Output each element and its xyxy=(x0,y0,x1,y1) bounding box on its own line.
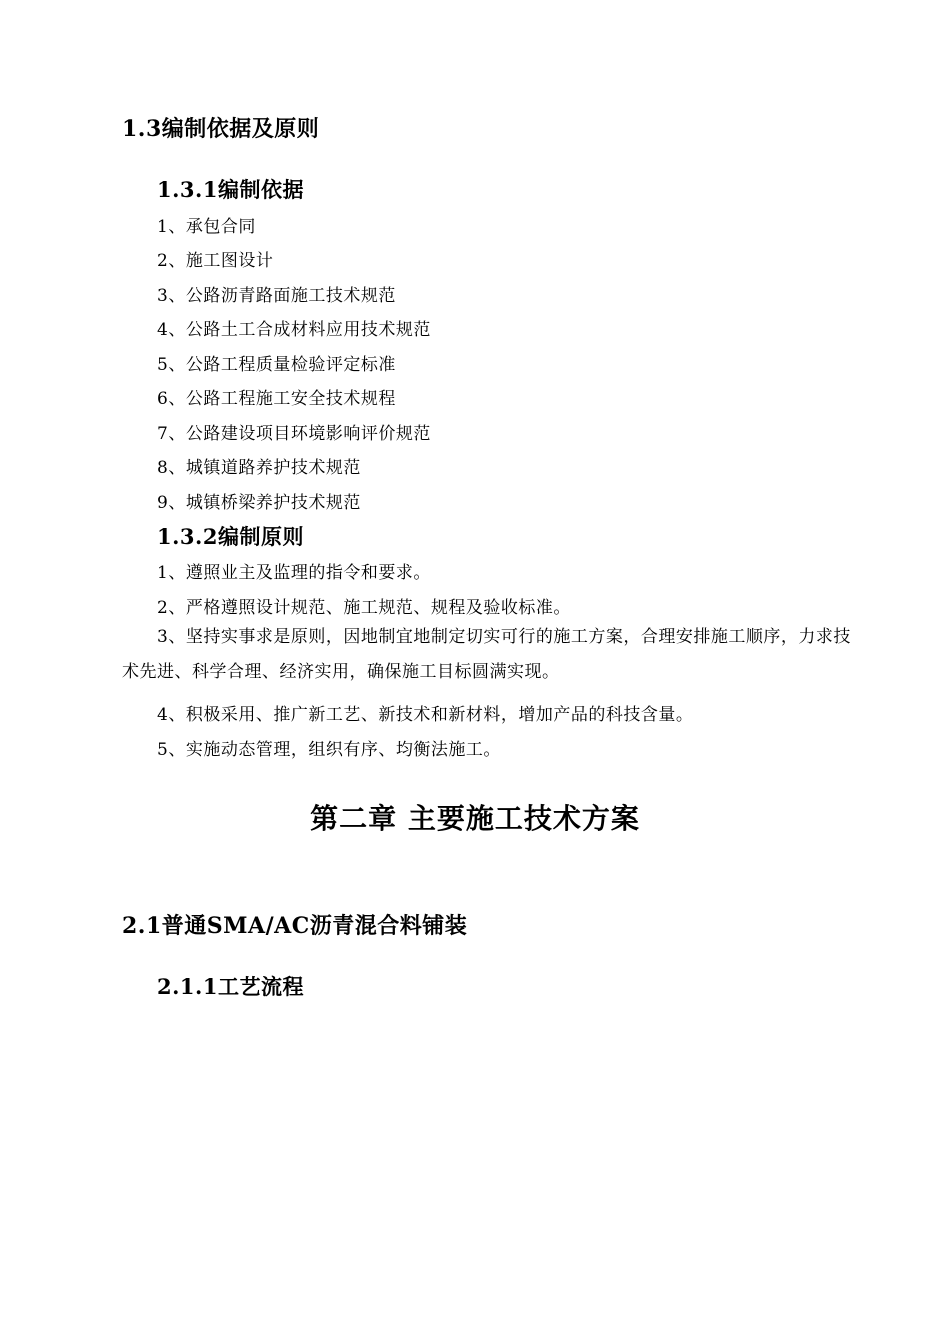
principle-item: 5、实施动态管理，组织有序、均衡法施工。 xyxy=(157,740,501,760)
section-heading-2-1: 2.1普通SMA/AC沥青混合料铺装 xyxy=(122,913,468,939)
subsection-heading-1-3-1: 1.3.1编制依据 xyxy=(157,177,304,202)
principle-paragraph: 3、坚持实事求是原则，因地制宜地制定切实可行的施工方案，合理安排施工顺序，力求技术先进、科学合理、经济实用，确保施工目标圆满实现。 xyxy=(122,627,851,682)
subsection-heading-1-3-2: 1.3.2编制原则 xyxy=(157,524,304,549)
basis-item: 8、城镇道路养护技术规范 xyxy=(157,458,361,478)
basis-item: 2、施工图设计 xyxy=(157,251,274,271)
principle-item: 2、严格遵照设计规范、施工规范、规程及验收标准。 xyxy=(157,598,571,618)
section-heading-1-3: 1.3编制依据及原则 xyxy=(122,116,320,142)
basis-item: 6、公路工程施工安全技术规程 xyxy=(157,389,396,409)
basis-item: 1、承包合同 xyxy=(157,217,256,237)
principle-item: 1、遵照业主及监理的指令和要求。 xyxy=(157,563,431,583)
chapter-title: 第二章 主要施工技术方案 xyxy=(310,802,640,835)
basis-item: 4、公路土工合成材料应用技术规范 xyxy=(157,320,431,340)
basis-item: 7、公路建设项目环境影响评价规范 xyxy=(157,424,431,444)
subsection-heading-2-1-1: 2.1.1工艺流程 xyxy=(157,974,304,999)
basis-item: 9、城镇桥梁养护技术规范 xyxy=(157,493,361,513)
basis-item: 3、公路沥青路面施工技术规范 xyxy=(157,286,396,306)
basis-item: 5、公路工程质量检验评定标准 xyxy=(157,355,396,375)
principle-item: 4、积极采用、推广新工艺、新技术和新材料，增加产品的科技含量。 xyxy=(157,705,694,725)
